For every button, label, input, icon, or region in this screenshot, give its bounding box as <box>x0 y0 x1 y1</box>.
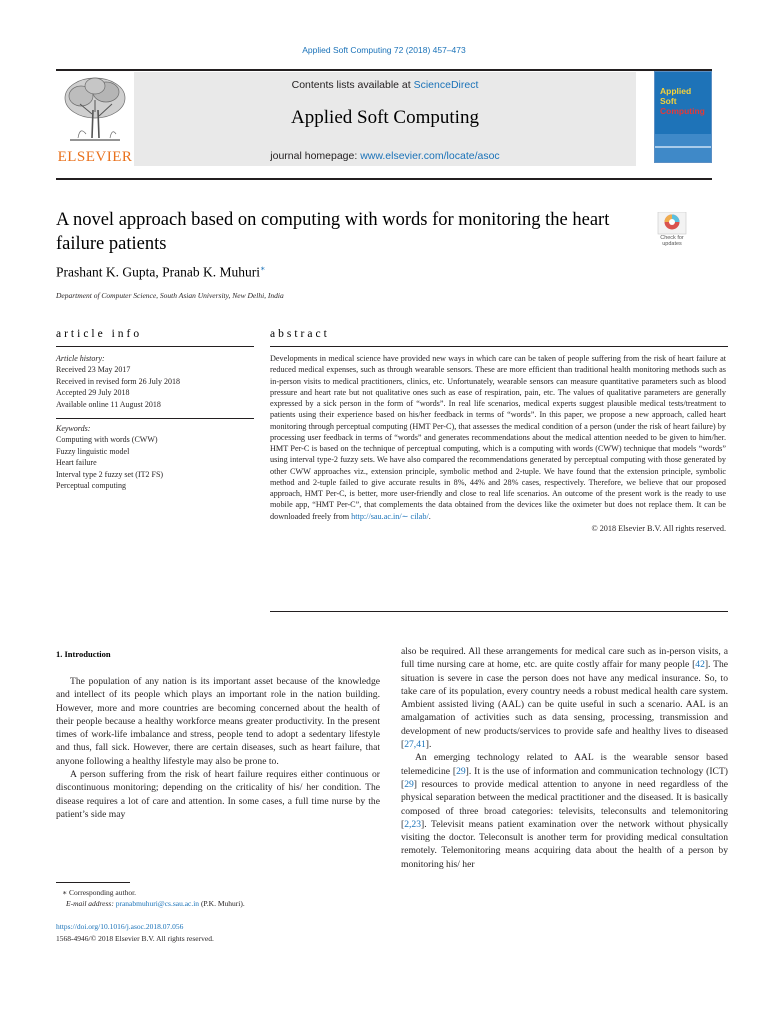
contents-line <box>134 79 636 91</box>
article-history-label: Article history: <box>56 354 105 363</box>
citation-link[interactable]: 2,23 <box>404 818 421 830</box>
footnote-rule <box>56 882 130 883</box>
author-list <box>56 264 265 281</box>
cover-title <box>660 86 705 116</box>
abstract-copyright: © 2018 Elsevier B.V. All rights reserved. <box>591 523 726 533</box>
email-note <box>66 899 245 908</box>
affiliation: Department of Computer Science, South Asian University, New Delhi, India <box>56 291 284 300</box>
contents-prefix: Contents lists available at <box>291 79 414 91</box>
homepage-line <box>134 150 636 162</box>
cover-word-computing: Computing <box>660 106 705 116</box>
cover-stripe-line <box>655 146 711 148</box>
article-info-rule <box>56 346 254 347</box>
history-revised: Received in revised form 26 July 2018 <box>56 376 180 386</box>
cover-word-applied: Applied <box>660 86 692 96</box>
citation-link[interactable]: 29 <box>404 778 414 790</box>
paragraph-text: ]. It is the use of information and communication technology (ICT) [ <box>401 765 728 790</box>
doi-link[interactable]: https://doi.org/10.1016/j.asoc.2018.07.056 <box>56 922 184 931</box>
paper-title: A novel approach based on computing with words for monitoring the heart failure patients <box>56 210 610 254</box>
homepage-link[interactable]: www.elsevier.com/locate/asoc <box>360 150 500 162</box>
paragraph-text: also be required. All these arrangements for medical care such as in-person visits, a full time nursing care at home, etc. are quite costly affair for many people [ <box>401 646 728 671</box>
elsevier-logo[interactable] <box>56 74 134 166</box>
issn-copyright: 1568-4946/© 2018 Elsevier B.V. All rights reserved. <box>56 934 214 943</box>
keyword-item: Heart failure <box>56 458 97 468</box>
crossmark-icon <box>652 212 692 236</box>
right-column <box>401 645 728 871</box>
history-online: Available online 11 August 2018 <box>56 399 161 409</box>
email-label: E-mail address: <box>66 899 116 908</box>
keyword-item: Interval type 2 fuzzy set (IT2 FS) <box>56 469 164 479</box>
abstract-body <box>270 353 726 534</box>
journal-cover-thumbnail[interactable] <box>654 71 712 163</box>
abstract-text: Developments in medical science have provided new ways in which care can be taken of people suffering from the risk of heart failure at reduced medical expenses, such as through wearable sensors. These are more efficient than traditional health monitoring methods such as in-person visits to medical practitioners, clinics, etc. Unfortunately, wearable sensors can measure quantitative parameters such as blood pressure and heart rate but not qualitative ones such as ease of respiration, pain, etc. The values of qualitative parameters are generally expressed by a sick person in the form of “words”. In real life scenarios, medical experts suggest plausible medical tests/treatment to patients using their experience based on his/her feedback in terms of “words”. In this paper, we propose a new approach, called heart monitoring through perceptual computing (HMT Per-C), that assesses the medical condition of a person (under the risk of heart failure) by processing user feedback in terms of “words” and generates recommendations about the medical attention needed to be given to him/her. HMT Per-C is based on the technique of perceptual computing, which is a computing with words (CWW) technique that models “words” using interval type-2 fuzzy sets. We have also compared the recommendations generated by perceptual computing with those generated by other CWW approaches viz., extension principle, symbolic method and 2-tuple. We have found that the extension principle, symbolic method and 2-tuple failed to give accurate results in 8%, 44% and 28% cases, respectively. Therefore, we believe that our proposed approach, HMT Per-C, is better, more user-friendly and close to real life scenarios. An outcome of the present work is the ready to use mobile app, “HMT Per-C”, that complements the data obtained from the devices like the oximeter but does not replace them. It can be downloaded freely from <box>270 354 726 521</box>
paragraph-text: ]. <box>425 739 432 751</box>
left-column <box>56 675 380 821</box>
corresponding-author-mark[interactable]: ∗ <box>259 264 266 273</box>
sciencedirect-link[interactable]: ScienceDirect <box>413 79 479 91</box>
paragraph-text: An emerging technology related to AAL is the wearable sensor based telemedicine [ <box>401 752 728 777</box>
intro-paragraph <box>401 751 728 871</box>
introduction-heading: 1. Introduction <box>56 649 111 659</box>
article-history <box>56 353 254 410</box>
intro-paragraph: The population of any nation is its important asset because of the knowledge and intellect of its people which plays an important role in the nation building. However, more and more countries are becoming concerned about the health of their people because a healthy workforce means greater productivity. In the present times of work-life imbalance and stress, people tend to adopt a sedentary lifestyle and thus, fall sick. However, there are certain diseases, such as heart failure, that anyone following a healthy lifestyle may also be prone to. <box>56 676 380 767</box>
article-info-heading: article info <box>56 328 143 340</box>
keyword-item: Computing with words (CWW) <box>56 435 158 445</box>
article-info-divider <box>56 418 254 419</box>
keyword-item: Fuzzy linguistic model <box>56 446 130 456</box>
header-top-rule <box>56 69 712 71</box>
app-download-link[interactable]: http://sau.ac.in/∼ cilab/ <box>351 511 429 521</box>
intro-paragraph <box>401 645 728 751</box>
journal-reference-link[interactable]: Applied Soft Computing 72 (2018) 457–473 <box>302 45 466 55</box>
abstract-heading: abstract <box>270 328 330 340</box>
elsevier-wordmark: ELSEVIER <box>57 149 133 165</box>
keywords-list <box>56 423 254 491</box>
check-for-updates-label: Check for updates <box>660 235 684 247</box>
abstract-text-end: . <box>428 511 431 521</box>
keyword-item: Perceptual computing <box>56 481 126 491</box>
cover-stripe <box>655 134 711 162</box>
header-bottom-rule <box>56 178 712 180</box>
paragraph-text: ]. The situation is severe in case the person does not have any medical insurance. So, to take care of its population, every country needs a robust medical health care system. Ambient assisted living (AAL) can be quite useful in such a scenario. AAL is an amalgamation of activities such as data sensing, processing, transmission and development of new products/services to provide safe and healthy lives to diseased [ <box>401 659 728 751</box>
paragraph-text: ]. Televisit means patient examination over the network without physically visiting the doctor. Teleconsult is another term for providing medical consultation remotely. Telemonitoring means acquiring data about the health of a person by monitoring his/ her <box>401 818 728 870</box>
authors-text: Prashant K. Gupta, Pranab K. Muhuri <box>56 264 260 280</box>
intro-paragraph: A person suffering from the risk of heart failure requires either continuous or discontinuous monitoring; depending on the criticality of his/ her condition. The disease requires a lot of care and attention. In some cases, a full time nurse by the patient’s side may <box>56 769 380 820</box>
abstract-rule <box>270 346 728 347</box>
history-received: Received 23 May 2017 <box>56 365 131 375</box>
cover-word-soft: Soft <box>660 96 677 106</box>
keywords-label: Keywords: <box>56 424 91 433</box>
paragraph-text: ] resources to provide medical attention to anyone in need regardless of the physical separation between the medical practitioner and the diseased. It is basically composed of three broad categories: televisits, teleconsults and telemonitoring [ <box>401 778 728 830</box>
citation-link[interactable]: 29 <box>456 765 466 777</box>
history-accepted: Accepted 29 July 2018 <box>56 388 130 398</box>
homepage-prefix: journal homepage: <box>270 150 361 162</box>
journal-title: Applied Soft Computing <box>291 107 479 128</box>
citation-link[interactable]: 27,41 <box>404 739 426 751</box>
elsevier-tree-icon <box>56 74 134 148</box>
corresponding-author-note: ∗ Corresponding author. <box>62 888 137 897</box>
email-suffix: (P.K. Muhuri). <box>199 899 245 908</box>
citation-link[interactable]: 42 <box>695 659 705 671</box>
author-email-link[interactable]: pranabmuhuri@cs.sau.ac.in <box>115 899 200 908</box>
abstract-bottom-rule <box>270 611 728 612</box>
